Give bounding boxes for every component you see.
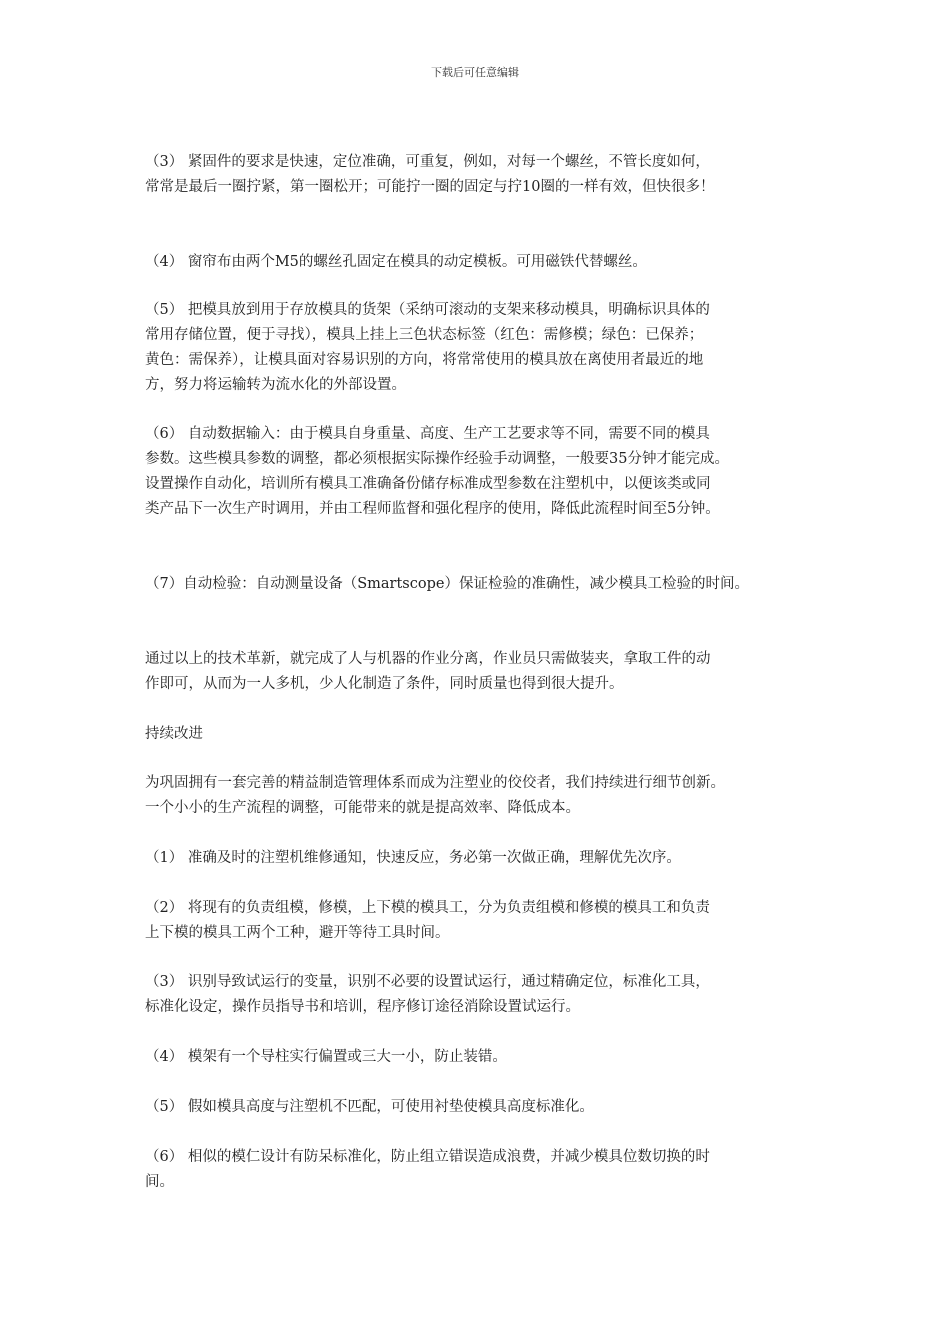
- text-line: （4） 窗帘布由两个M5的螺丝孔固定在模具的动定模板。可用磁铁代替螺丝。: [145, 254, 647, 270]
- text-line: （5） 假如模具高度与注塑机不匹配，可使用衬垫使模具高度标准化。: [145, 1099, 594, 1115]
- text-line: （3） 识别导致试运行的变量，识别不必要的设置试运行，通过精确定位，标准化工具，: [145, 974, 710, 990]
- paragraph-4-curtain: [145, 250, 825, 275]
- paragraph-improve-2: [145, 896, 825, 946]
- text-line: 参数。这些模具参数的调整，都必须根据实际操作经验手动调整，一般要35分钟才能完成。: [145, 451, 729, 467]
- text-line: 黄色：需保养），让模具面对容易识别的方向，将常常使用的模具放在离使用者最近的地: [145, 352, 704, 368]
- text-line: 作即可，从而为一人多机，少人化制造了条件，同时质量也得到很大提升。: [145, 676, 624, 692]
- text-line: 设置操作自动化，培训所有模具工准确备份储存标准成型参数在注塑机中，以便该类或同: [145, 476, 711, 492]
- text-line: 方，努力将运输转为流水化的外部设置。: [145, 377, 406, 393]
- text-line: （5） 把模具放到用于存放模具的货架（采纳可滚动的支架来移动模具，明确标识具体的: [145, 302, 710, 318]
- text-line: 类产品下一次生产时调用，并由工程师监督和强化程序的使用，降低此流程时间至5分钟。: [145, 501, 720, 517]
- paragraph-3-fasteners: [145, 150, 825, 200]
- paragraph-7-inspection: [145, 572, 825, 597]
- text-line: （1） 准确及时的注塑机维修通知，快速反应，务必第一次做正确，理解优先次序。: [145, 850, 681, 866]
- text-line: （3） 紧固件的要求是快速，定位准确，可重复，例如，对每一个螺丝，不管长度如何，: [145, 154, 710, 170]
- text-line: （7）自动检验：自动测量设备（Smartscope）保证检验的准确性，减少模具工检验的时间。: [145, 576, 749, 592]
- section-heading-continuous-improvement: [145, 722, 825, 747]
- text-line: （2） 将现有的负责组模，修模，上下模的模具工，分为负责组模和修模的模具工和负责: [145, 900, 710, 916]
- text-line: 标准化设定，操作员指导书和培训，程序修订途径消除设置试运行。: [145, 999, 580, 1015]
- paragraph-improve-3: [145, 970, 825, 1020]
- paragraph-summary: [145, 647, 825, 697]
- paragraph-improve-4: [145, 1045, 825, 1070]
- text-line: 通过以上的技术革新，就完成了人与机器的作业分离，作业员只需做装夹，拿取工件的动: [145, 651, 711, 667]
- text-line: 为巩固拥有一套完善的精益制造管理体系而成为注塑业的佼佼者，我们持续进行细节创新。: [145, 775, 725, 791]
- text-line: （6） 自动数据输入：由于模具自身重量、高度、生产工艺要求等不同，需要不同的模具: [145, 426, 710, 442]
- paragraph-intro: [145, 771, 825, 821]
- text-line: 常用存储位置，便于寻找），模具上挂上三色状态标签（红色：需修模；绿色：已保养；: [145, 327, 704, 343]
- text-line: （6） 相似的模仁设计有防呆标准化，防止组立错误造成浪费，并减少模具位数切换的时: [145, 1149, 710, 1165]
- page-header: 下载后可任意编辑: [431, 66, 519, 79]
- paragraph-6-data-input: [145, 422, 825, 522]
- text-line: 常常是最后一圈拧紧，第一圈松开；可能拧一圈的固定与拧10圈的一样有效，但快很多！: [145, 179, 715, 195]
- paragraph-5-storage: [145, 298, 825, 398]
- paragraph-improve-1: [145, 846, 825, 871]
- text-line: 一个小小的生产流程的调整，可能带来的就是提高效率、降低成本。: [145, 800, 580, 816]
- text-line: 持续改进: [145, 726, 203, 742]
- paragraph-improve-5: [145, 1095, 825, 1120]
- text-line: 间。: [145, 1174, 174, 1190]
- text-line: （4） 模架有一个导柱实行偏置或三大一小，防止装错。: [145, 1049, 507, 1065]
- paragraph-improve-6: [145, 1145, 825, 1195]
- text-line: 上下模的模具工两个工种，避开等待工具时间。: [145, 925, 450, 941]
